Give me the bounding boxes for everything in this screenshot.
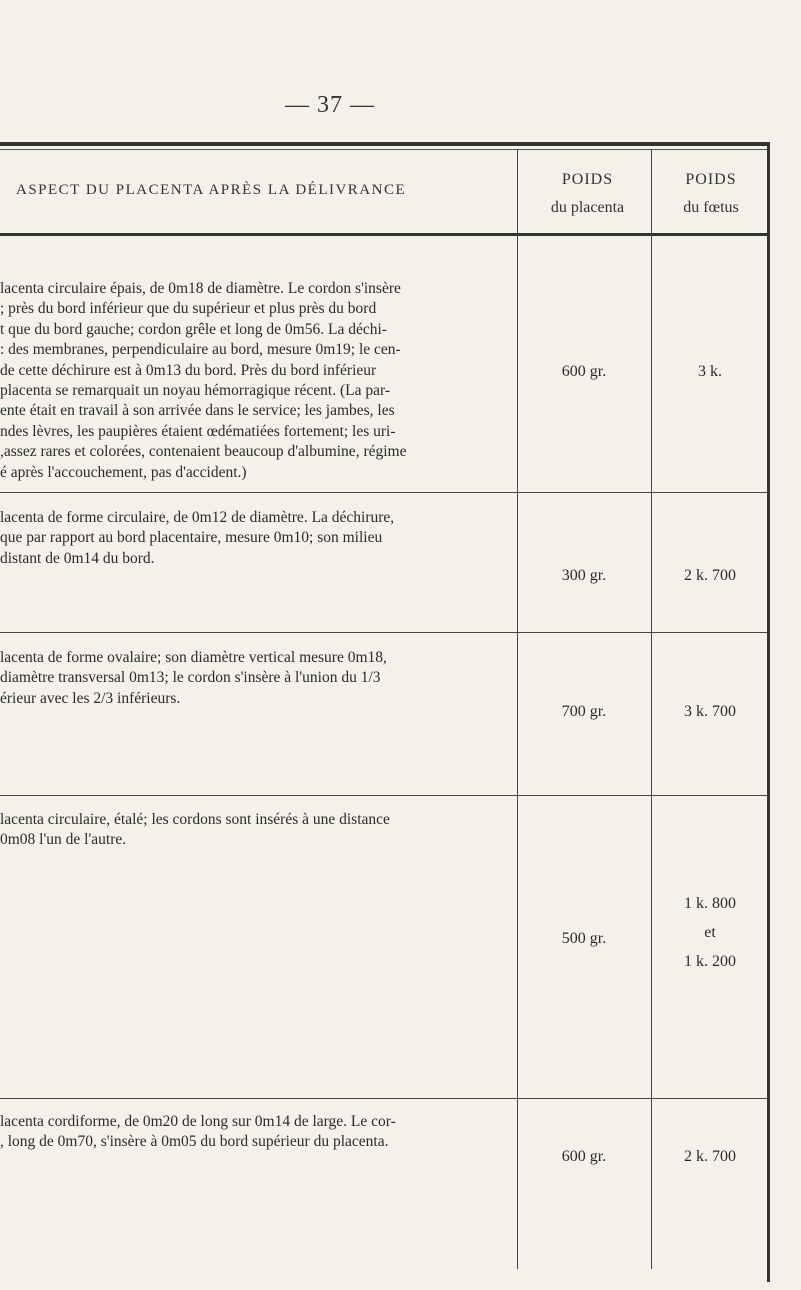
page-number: — 37 —	[285, 92, 375, 118]
header-placenta-weight-line2: du placenta	[550, 199, 625, 216]
header-bottom-rule	[0, 233, 770, 236]
row-sep-2	[0, 632, 767, 633]
row-1-placenta-weight: 600 gr.	[561, 363, 607, 380]
row-3-fetus-weight: 3 k. 700	[684, 703, 736, 720]
column-divider-1	[517, 149, 518, 1269]
header-aspect: ASPECT DU PLACENTA APRÈS LA DÉLIVRANCE	[16, 182, 407, 198]
row-3-placenta-weight: 700 gr.	[561, 703, 607, 720]
row-sep-4	[0, 1098, 767, 1099]
row-4-fetus-weight	[654, 889, 766, 976]
column-divider-2	[651, 149, 652, 1269]
row-1-fetus-weight: 3 k.	[698, 363, 722, 380]
row-2-fetus-weight: 2 k. 700	[684, 567, 736, 584]
header-fetus-weight-line1: POIDS	[685, 171, 737, 188]
header-fetus-weight	[655, 166, 767, 222]
row-4-fetus-weight-line2: et	[704, 924, 716, 941]
table-top-rule-thin	[0, 149, 770, 150]
row-3-description: lacenta de forme ovalaire; son diamètre vertical mesure 0m18, diamètre transversal 0m13; le cordon s'insère à l'union du 1/3 érieur avec les 2/3 inférieurs.	[0, 649, 387, 707]
row-2-description: lacenta de forme circulaire, de 0m12 de diamètre. La déchirure, que par rapport au bord placentaire, mesure 0m10; son milieu distant de 0m14 du bord.	[0, 509, 395, 567]
header-fetus-weight-line2: du fœtus	[683, 199, 739, 216]
row-1-description: lacenta circulaire épais, de 0m18 de diamètre. Le cordon s'insère ; près du bord inférieur que du supérieur et plus près du bord t que du bord gauche; cordon grêle et long de 0m56. La déchi- : des membranes, perpendiculaire au bord, mesure 0m19; le cen- de cette déchirure est à 0m13 du bord. Près du bord inférieur placenta se remarquait un noyau hémorragique récent. (La par- ente était en travail à son arrivée dans le service; les jambes, les ndes lèvres, les paupières étaient œdématiées fortement; les uri- ,assez rares et colorées, contenaient beaucoup d'albumine, régime é après l'accouchement, pas d'accident.)	[0, 280, 407, 481]
header-placenta-weight	[525, 166, 650, 222]
row-4-placenta-weight: 500 gr.	[561, 930, 607, 947]
row-sep-1	[0, 492, 767, 493]
right-border	[767, 142, 770, 1282]
row-5-fetus-weight: 2 k. 700	[684, 1148, 736, 1165]
row-5-description: lacenta cordiforme, de 0m20 de long sur 0m14 de large. Le cor- , long de 0m70, s'insère à 0m05 du bord supérieur du placenta.	[0, 1113, 396, 1151]
row-4-fetus-weight-line3: 1 k. 200	[684, 953, 736, 970]
row-4-description: lacenta circulaire, étalé; les cordons sont insérés à une distance 0m08 l'un de l'autre.	[0, 811, 390, 849]
row-2-placenta-weight: 300 gr.	[561, 567, 607, 584]
row-4-fetus-weight-line1: 1 k. 800	[684, 895, 736, 912]
table-top-rule	[0, 142, 770, 146]
row-5-placenta-weight: 600 gr.	[561, 1148, 607, 1165]
header-placenta-weight-line1: POIDS	[561, 171, 614, 188]
row-sep-3	[0, 795, 767, 796]
